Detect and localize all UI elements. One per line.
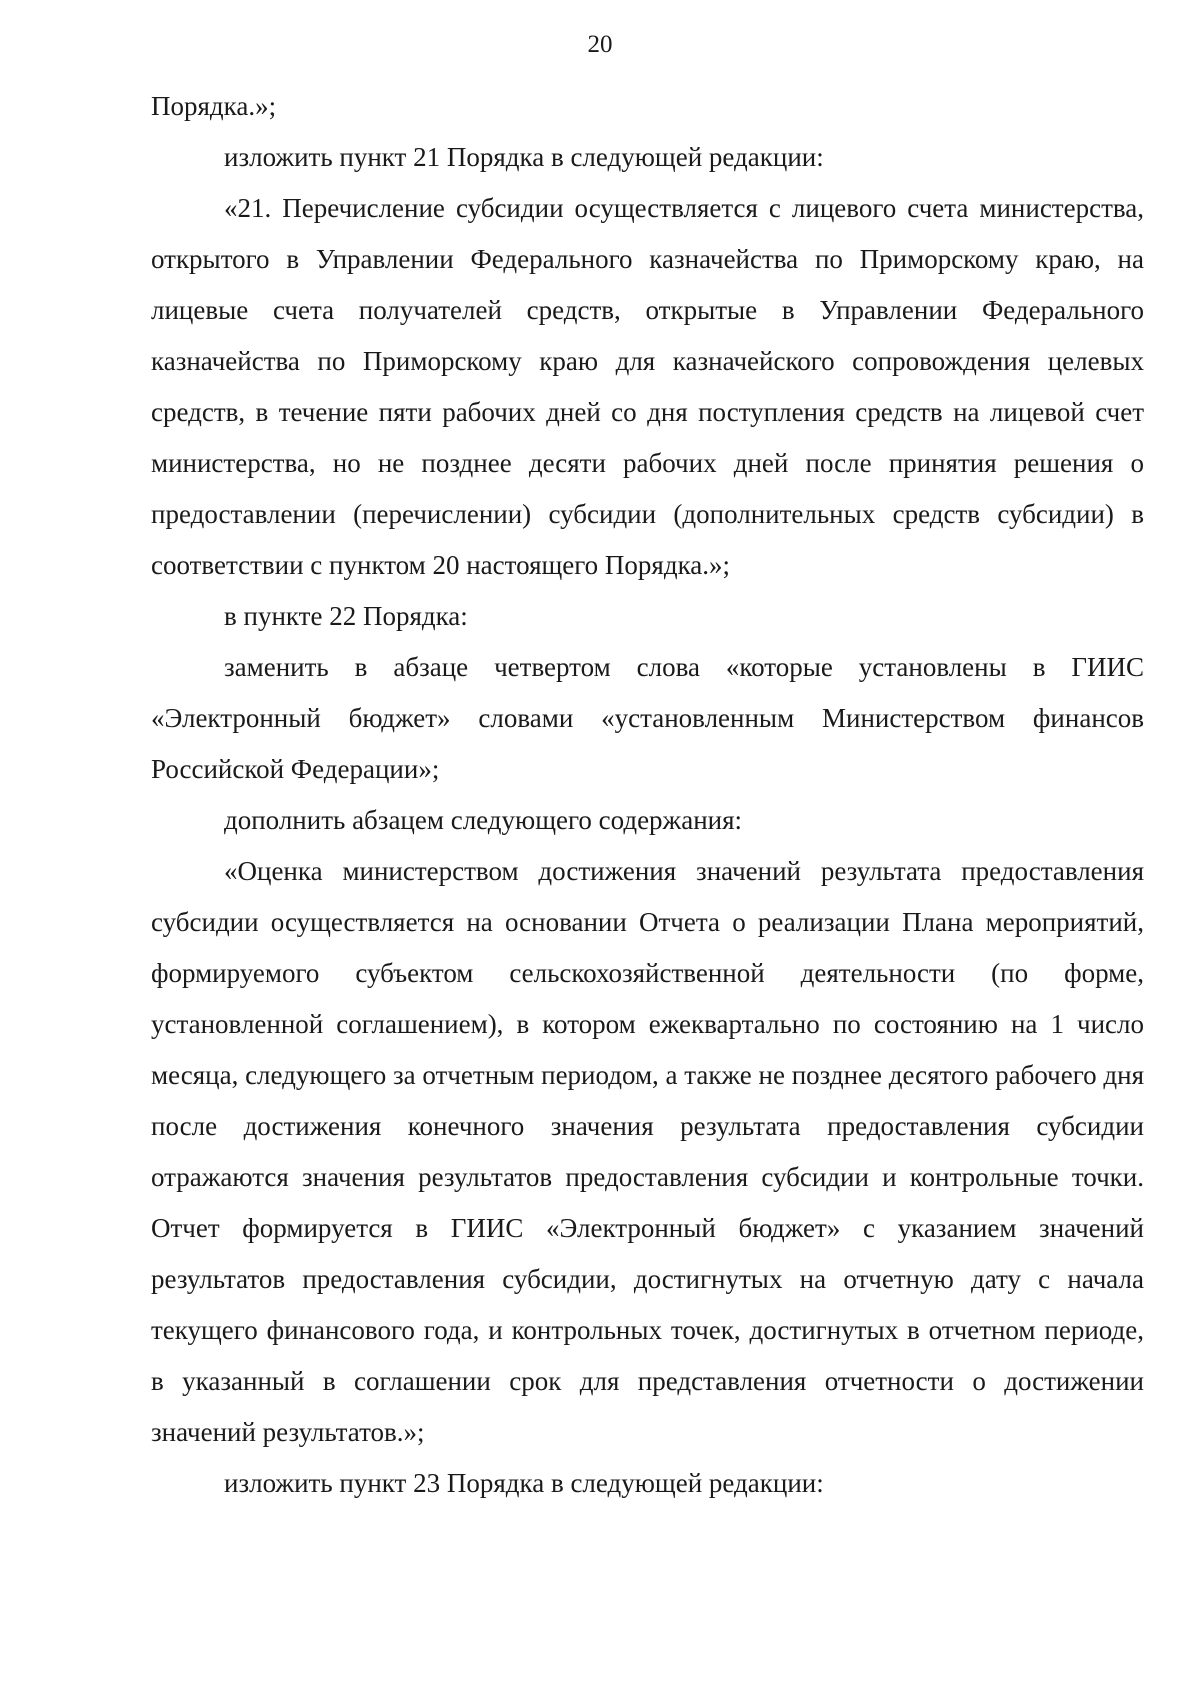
paragraph-point-21-text: «21. Перечисление субсидии осуществляется с лицевого счета министерства, открытого в Управлении Федерального казначейства по Приморскому краю, на лицевые счета получателей средств, открытые в Управлении Федерального казначейства по Приморскому краю для казначейского сопровождения целевых средств, в течение пяти рабочих дней со дня поступления средств на лицевой счет министерства, но не позднее десяти рабочих дней после принятия решения о предоставлении (перечислении) субсидии (дополнительных средств субсидии) в соответствии с пунктом 20 настоящего Порядка.»;: [151, 193, 1144, 580]
paragraph-replace-words: заменить в абзаце четвертом слова «которые установлены в ГИИС «Электронный бюджет» словами «установленным Министерством финансов Российской Федерации»;: [151, 652, 1144, 784]
paragraph-add-clause: дополнить абзацем следующего содержания:: [224, 805, 743, 835]
paragraph-evaluation-text: «Оценка министерством достижения значений результата предоставления субсидии осуществляется на основании Отчета о реализации Плана мероприятий, формируемого субъектом сельскохозяйственной деятельности (по форме, установленной соглашением), в котором ежеквартально по состоянию на 1 число месяца, следующего за отчетным периодом, а также не позднее десятого рабочего дня после достижения конечного значения результата предоставления субсидии отражаются значения результатов предоставления субсидии и контрольные точки. Отчет формируется в ГИИС «Электронный бюджет» с указанием значений результатов предоставления субсидии, достигнутых на отчетную дату с начала текущего финансового года, и контрольных точек, достигнутых в отчетном периоде, в указанный в соглашении срок для представления отчетности о достижении значений результатов.»;: [151, 856, 1144, 1447]
page-number: 20: [587, 31, 613, 58]
paragraph-instruction-21: изложить пункт 21 Порядка в следующей редакции:: [224, 142, 824, 172]
document-body: [151, 81, 1144, 1509]
paragraph-instruction-23: изложить пункт 23 Порядка в следующей редакции:: [224, 1468, 824, 1498]
paragraph-point-22-heading: в пункте 22 Порядка:: [224, 601, 468, 631]
paragraph-continuation: Порядка.»;: [151, 91, 277, 121]
